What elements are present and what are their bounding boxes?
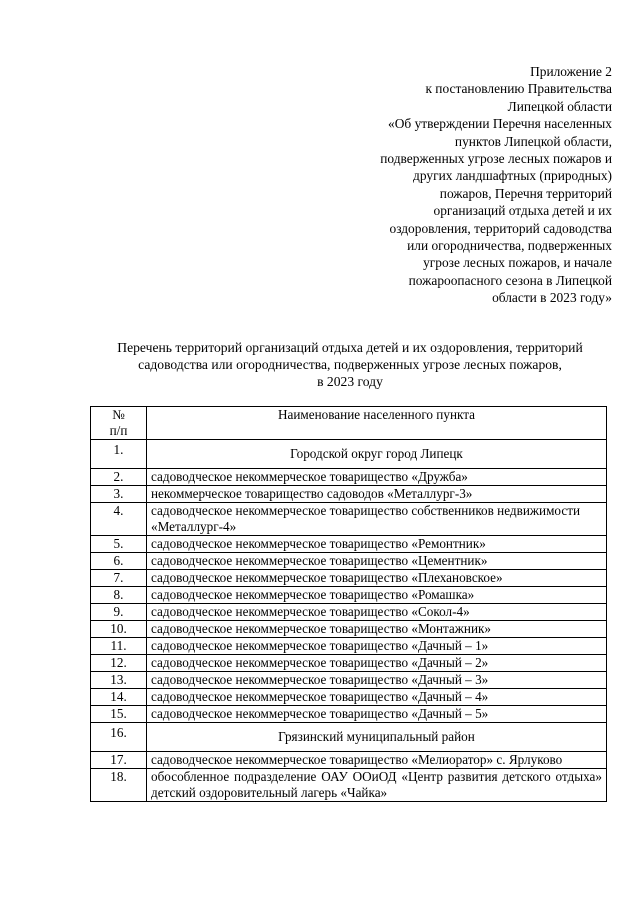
- row-number: 14.: [91, 689, 147, 706]
- table-group-row: [91, 723, 607, 752]
- territory-name: садоводческое некоммерческое товарищество «Монтажник»: [147, 621, 607, 638]
- appendix-line: Приложение 2: [530, 64, 612, 79]
- appendix-line: Липецкой области: [507, 98, 612, 114]
- appendix-line: угрозе лесных пожаров, и начале: [423, 255, 612, 271]
- territories-table: [90, 406, 607, 802]
- table-row: [91, 769, 607, 802]
- appendix-line: области в 2023 году»: [492, 290, 612, 306]
- row-number: 10.: [91, 621, 147, 638]
- appendix-line: подверженных угрозе лесных пожаров и: [380, 151, 612, 167]
- table-row: [91, 486, 607, 503]
- table-row: [91, 706, 607, 723]
- row-number: 18.: [91, 769, 147, 802]
- row-number: 13.: [91, 672, 147, 689]
- row-number: 9.: [91, 604, 147, 621]
- table-row: [91, 553, 607, 570]
- territory-name: садоводческое некоммерческое товарищество «Плехановское»: [147, 570, 607, 587]
- row-number: 7.: [91, 570, 147, 587]
- territory-name: садоводческое некоммерческое товарищество «Сокол-4»: [147, 604, 607, 621]
- appendix-header: [312, 63, 612, 307]
- appendix-line: или огородничества, подверженных: [407, 238, 612, 254]
- table-row: [91, 689, 607, 706]
- appendix-line: пожаров, Перечня территорий: [439, 185, 612, 201]
- table-row: [91, 503, 607, 536]
- table-row: [91, 570, 607, 587]
- table-row: [91, 672, 607, 689]
- appendix-line: к постановлению Правительства: [425, 81, 612, 97]
- table-group-row: [91, 440, 607, 469]
- territory-name: садоводческое некоммерческое товарищество «Дачный – 4»: [147, 689, 607, 706]
- appendix-line: других ландшафтных (природных): [413, 168, 612, 184]
- territory-name: садоводческое некоммерческое товарищество «Дружба»: [147, 469, 607, 486]
- territory-name: садоводческое некоммерческое товарищество «Дачный – 3»: [147, 672, 607, 689]
- row-number: 12.: [91, 655, 147, 672]
- document-title: [60, 339, 640, 390]
- column-header-number: № п/п: [91, 407, 147, 440]
- appendix-line: пожароопасного сезона в Липецкой: [408, 272, 612, 288]
- table-row: [91, 621, 607, 638]
- group-name: Городской округ город Липецк: [147, 440, 607, 469]
- territory-name: садоводческое некоммерческое товарищество «Дачный – 5»: [147, 706, 607, 723]
- appendix-line: «Об утверждении Перечня населенных: [388, 116, 612, 132]
- title-line: в 2023 году: [317, 374, 383, 389]
- row-number: 3.: [91, 486, 147, 503]
- territory-name: садоводческое некоммерческое товарищество «Ремонтник»: [147, 536, 607, 553]
- column-header-name: Наименование населенного пункта: [147, 407, 607, 440]
- territory-name: садоводческое некоммерческое товарищество собственников недвижимости «Металлург-4»: [147, 503, 607, 536]
- row-number: 15.: [91, 706, 147, 723]
- row-number: 6.: [91, 553, 147, 570]
- table-header-row: [91, 407, 607, 440]
- row-number: 4.: [91, 503, 147, 536]
- appendix-line: пунктов Липецкой области,: [454, 133, 612, 149]
- group-name: Грязинский муниципальный район: [147, 723, 607, 752]
- table-row: [91, 536, 607, 553]
- row-number: 5.: [91, 536, 147, 553]
- table-row: [91, 752, 607, 769]
- title-line: Перечень территорий организаций отдыха детей и их оздоровления, территорий: [117, 340, 583, 355]
- table-row: [91, 587, 607, 604]
- territory-name: садоводческое некоммерческое товарищество «Цементник»: [147, 553, 607, 570]
- row-number: 8.: [91, 587, 147, 604]
- row-number: 2.: [91, 469, 147, 486]
- territory-name: садоводческое некоммерческое товарищество «Дачный – 1»: [147, 638, 607, 655]
- appendix-line: оздоровления, территорий садоводства: [389, 220, 612, 236]
- territory-name: некоммерческое товарищество садоводов «Металлург-3»: [147, 486, 607, 503]
- table-row: [91, 655, 607, 672]
- territory-name: обособленное подразделение ОАУ ООиОД «Центр развития детского отдыха» детский оздоровительный лагерь «Чайка»: [147, 769, 607, 802]
- row-number: 17.: [91, 752, 147, 769]
- territory-name: садоводческое некоммерческое товарищество «Мелиоратор» с. Ярлуково: [147, 752, 607, 769]
- table-row: [91, 469, 607, 486]
- territory-name: садоводческое некоммерческое товарищество «Ромашка»: [147, 587, 607, 604]
- appendix-line: организаций отдыха детей и их: [433, 203, 612, 219]
- table-body: [91, 440, 607, 802]
- row-number: 1.: [91, 440, 147, 469]
- territory-name: садоводческое некоммерческое товарищество «Дачный – 2»: [147, 655, 607, 672]
- row-number: 11.: [91, 638, 147, 655]
- table-row: [91, 638, 607, 655]
- row-number: 16.: [91, 723, 147, 752]
- table-row: [91, 604, 607, 621]
- title-line: садоводства или огородничества, подверженных угрозе лесных пожаров,: [138, 357, 562, 372]
